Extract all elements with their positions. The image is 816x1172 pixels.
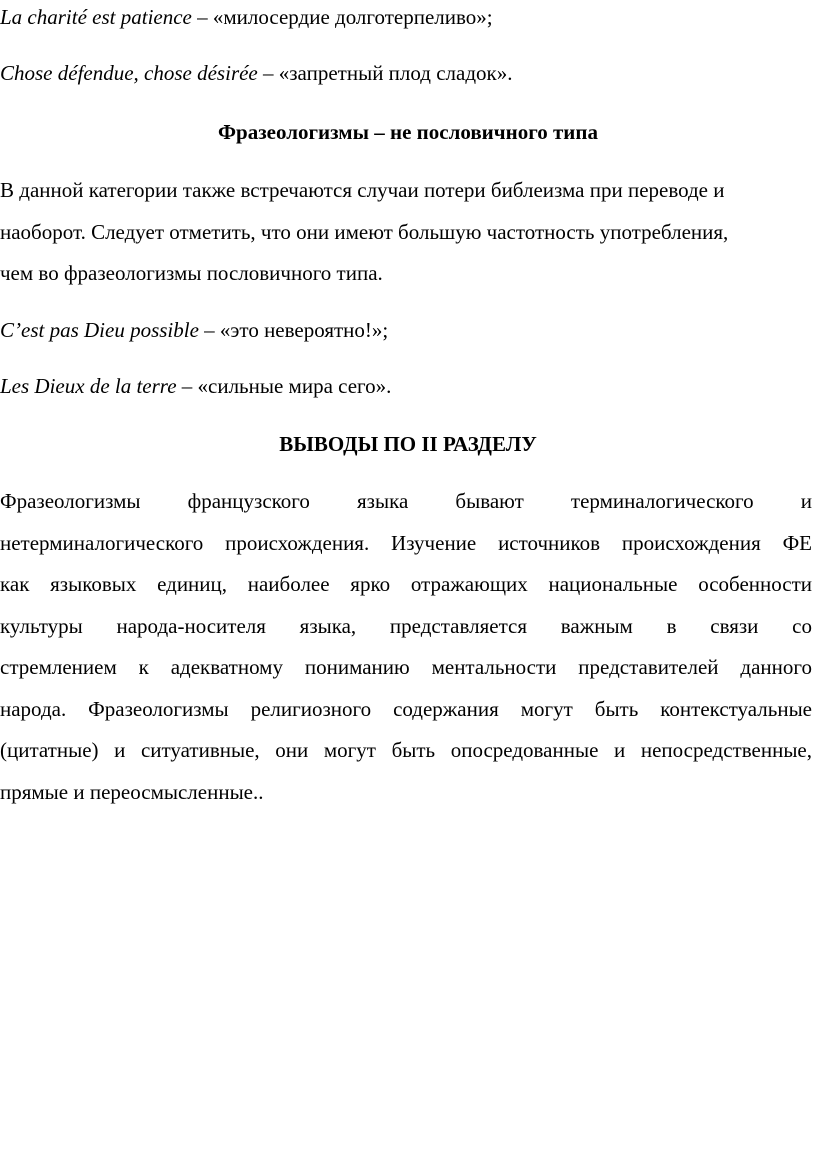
paragraph-line: наоборот. Следует отметить, что они имеют большую частотность употребления, <box>0 219 729 244</box>
paragraph-line: (цитатные) и ситуативные, они могут быть опосредованные и непосредственные, <box>0 738 812 762</box>
paragraph <box>0 170 812 295</box>
french-phrase: La charité est patience <box>0 5 192 29</box>
example-line <box>0 315 388 345</box>
example-line <box>0 58 512 88</box>
example-line <box>0 2 493 32</box>
paragraph-line: народа. Фразеологизмы религиозного содержания могут быть контекстуальные <box>0 696 812 721</box>
paragraph-line: прямые и переосмысленные.. <box>0 779 264 804</box>
paragraph-line: как языковых единиц, наиболее ярко отражающих национальные особенности <box>0 572 812 596</box>
russian-translation: – «милосердие долготерпеливо»; <box>191 5 493 29</box>
paragraph-line: Фразеологизмы французского языка бывают терминалогического и <box>0 489 812 513</box>
russian-translation: – «запретный плод сладок». <box>257 61 513 85</box>
russian-translation: – «это невероятно!»; <box>198 318 389 342</box>
paragraph-line: стремлением к адекватному пониманию ментальности представителей данного <box>0 655 812 679</box>
french-phrase: Les Dieux de la terre <box>0 374 177 398</box>
paragraph-line: нетерминалогического происхождения. Изучение источников происхождения ФЕ <box>0 530 812 555</box>
section-heading: ВЫВОДЫ ПО II РАЗДЕЛУ <box>279 432 537 456</box>
french-phrase: C’est pas Dieu possible <box>0 318 199 342</box>
russian-translation: – «сильные мира сего». <box>176 374 392 398</box>
conclusion-paragraph <box>0 481 812 813</box>
example-line <box>0 371 391 401</box>
paragraph-line: чем во фразеологизмы пословичного типа. <box>0 261 383 285</box>
paragraph-line: В данной категории также встречаются случаи потери библеизма при переводе и <box>0 178 725 202</box>
french-phrase: Chose défendue, chose désirée <box>0 61 258 85</box>
paragraph-line: культуры народа-носителя языка, представляется важным в связи со <box>0 613 812 638</box>
section-heading: Фразеологизмы – не пословичного типа <box>218 120 598 144</box>
